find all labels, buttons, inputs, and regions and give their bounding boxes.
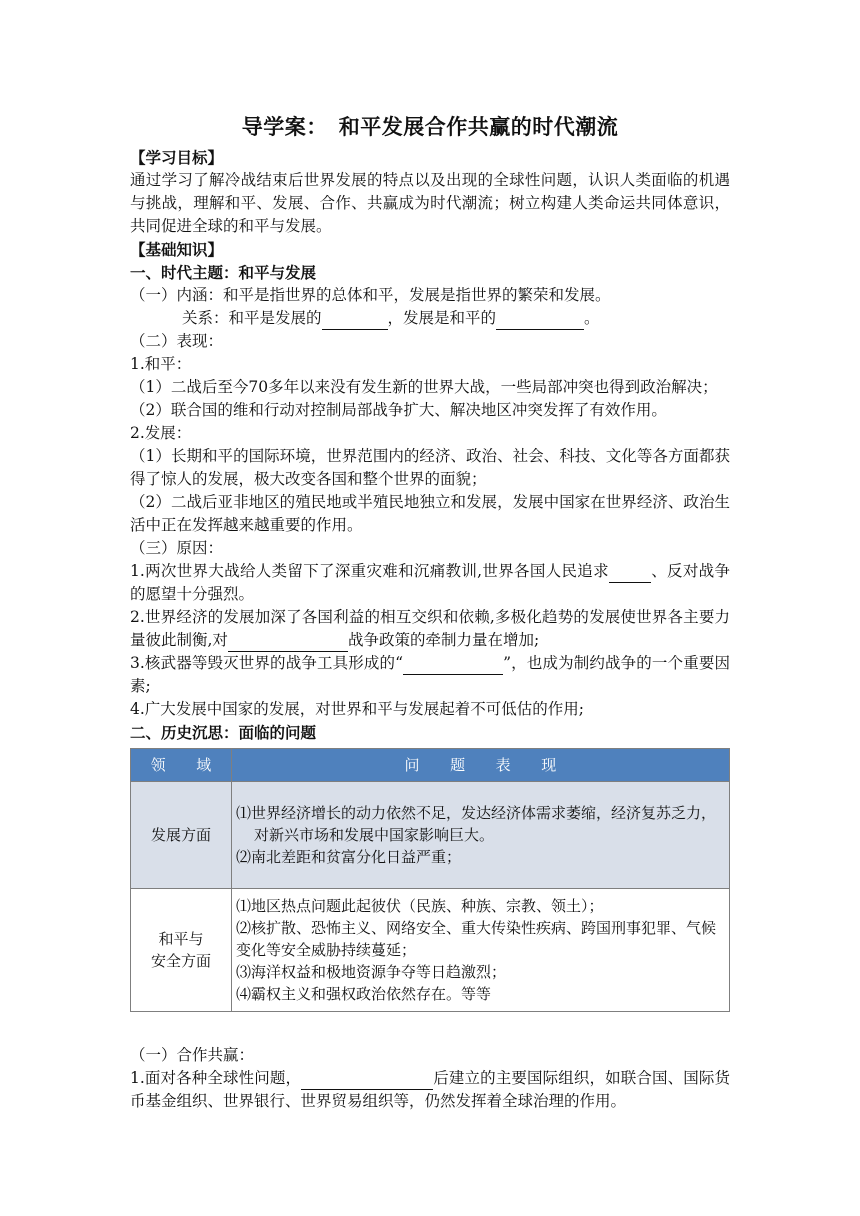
issue-item: ⑴地区热点问题此起彼伏（民族、种族、宗教、领土）；: [236, 897, 604, 915]
spacer: [130, 1012, 730, 1044]
issue-item: ⑴世界经济增长的动力依然不足，发达经济体需求萎缩，经济复苏乏力，对新兴市场和发展中国家影响巨大。: [236, 804, 717, 844]
column-header-issues: 问 题 表 现: [232, 749, 730, 782]
fill-blank[interactable]: [228, 633, 348, 652]
fill-blank[interactable]: [609, 564, 651, 583]
document-content: [130, 112, 730, 1113]
coop-heading: （一）合作共赢：: [130, 1046, 255, 1064]
issue-item: ⑷霸权主义和强权政治依然存在。等等: [236, 985, 492, 1003]
dev-item-1: （1）长期和平的国际环境，世界范围内的经济、政治、社会、科技、文化等各方面都获得了惊人的发展，极大改变各国和整个世界的面貌；: [130, 447, 730, 488]
reason-2-text-a: 2.世界经济的发展加深了各国利益的相互交织和依赖,多极化趋势的发展使世界各主要力量彼此制衡,对: [130, 608, 730, 649]
reason-item-4: 4.广大发展中国家的发展，对世界和平与发展起着不可低估的作用;: [130, 700, 585, 718]
peace-heading: 1.和平：: [130, 355, 192, 373]
problems-table: [130, 748, 730, 1012]
issues-cell: [232, 889, 730, 1012]
issue-item: ⑵核扩散、恐怖主义、网络安全、重大传染性疾病、跨国刑事犯罪、气候变化等安全威胁持续蔓延；: [236, 919, 717, 959]
reason-2-text-b: 战争政策的牵制力量在增加;: [347, 631, 540, 649]
dev-item-2: （2）二战后亚非地区的殖民地或半殖民地独立和发展，发展中国家在世界经济、政治生活中正在发挥越来越重要的作用。: [130, 493, 730, 534]
part2-heading: 二、历史沉思：面临的问题: [130, 723, 317, 742]
table-row: [131, 889, 730, 1012]
reason-3-text-a: 3.核武器等毁灭世界的战争工具形成的“: [130, 654, 404, 672]
reason-1-text-b: 、反对战争的愿望十分强烈。: [130, 562, 730, 603]
reason-item-1: [130, 560, 730, 606]
reason-heading: （三）原因：: [130, 539, 224, 557]
reason-item-3: [130, 652, 730, 698]
fill-blank[interactable]: [322, 311, 388, 330]
basic-heading: 【基础知识】: [130, 240, 224, 259]
issue-item: ⑵南北差距和贫富分化日益严重；: [236, 848, 462, 866]
domain-line: 安全方面: [150, 952, 211, 970]
domain-cell: 发展方面: [131, 782, 232, 889]
coop-1-text-a: 1.面对各种全球性问题，: [130, 1069, 302, 1087]
reason-3-text-b: ”，也成为制约战争的一个重要因素;: [130, 654, 730, 695]
coop-1-text-b: 后建立的主要国际组织，如联合国、国际货币基金组织、世界银行、世界贸易组织等，仍然发挥着全球治理的作用。: [130, 1069, 730, 1110]
goal-text: 通过学习了解冷战结束后世界发展的特点以及出现的全球性问题，认识人类面临的机遇与挑战，理解和平、发展、合作、共赢成为时代潮流；树立构建人类命运共同体意识，共同促进全球的和平与发展。: [130, 171, 730, 235]
connotation-text: （一）内涵：和平是指世界的总体和平，发展是指世界的繁荣和发展。: [130, 286, 611, 304]
fill-blank[interactable]: [403, 656, 503, 675]
reason-1-text-a: 1.两次世界大战给人类留下了深重灾难和沉痛教训,世界各国人民追求: [130, 562, 609, 580]
relation-text-a: 关系：和平是发展的: [182, 309, 322, 327]
issues-cell: [232, 782, 730, 889]
part1-heading: 一、时代主题：和平与发展: [130, 263, 317, 282]
fill-blank[interactable]: [496, 311, 584, 330]
table-row: [131, 782, 730, 889]
goal-heading: 【学习目标】: [130, 148, 224, 167]
relation-line: [130, 307, 730, 330]
domain-line: 和平与: [158, 930, 204, 948]
issue-item: ⑶海洋权益和极地资源争夺等日趋激烈；: [236, 963, 507, 981]
relation-text-c: 。: [584, 309, 600, 327]
dev-heading: 2.发展：: [130, 424, 192, 442]
peace-item-1: （1）二战后至今70多年以来没有发生新的世界大战，一些局部冲突也得到政治解决；: [130, 378, 718, 396]
domain-cell: [131, 889, 232, 1012]
fill-blank[interactable]: [301, 1071, 433, 1090]
table-header-row: [131, 749, 730, 782]
column-header-domain: 领 域: [131, 749, 232, 782]
relation-text-b: ，发展是和平的: [387, 309, 497, 327]
page-title: 导学案： 和平发展合作共赢的时代潮流: [241, 114, 619, 139]
reason-item-2: [130, 606, 730, 652]
peace-item-2: （2）联合国的维和行动对控制局部战争扩大、解决地区冲突发挥了有效作用。: [130, 401, 667, 419]
coop-item-1: [130, 1067, 730, 1113]
manifest-heading: （二）表现：: [130, 332, 224, 350]
